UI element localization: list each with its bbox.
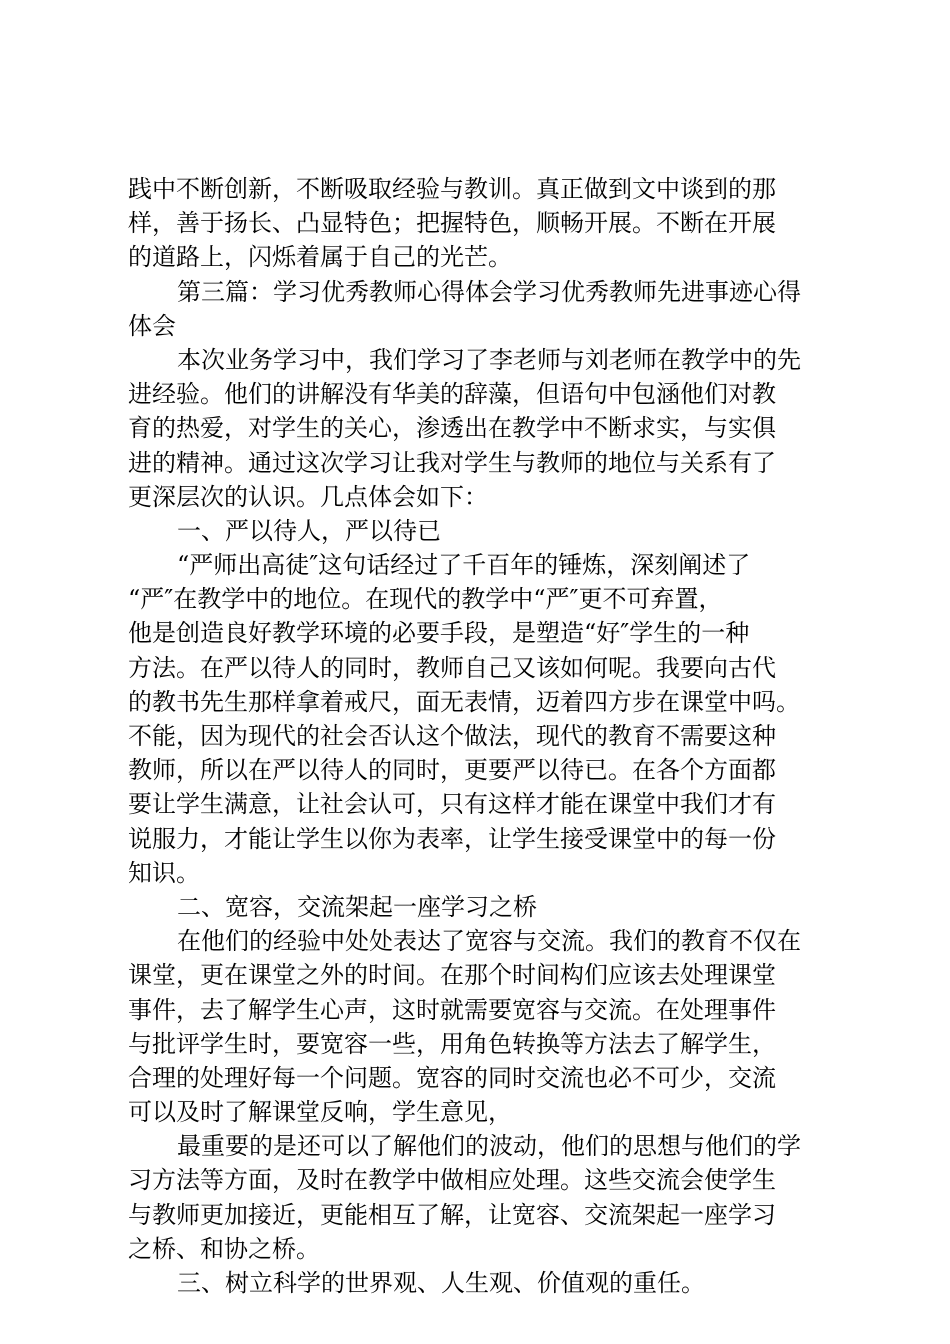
text-line: 进的精神。通过这次学习让我对学生与教师的地位与关系有了 (128, 448, 776, 477)
text-line: 他是创造良好教学环境的必要手段，是塑造“好″学生的一种 (128, 619, 750, 648)
text-line: 课堂，更在课堂之外的时间。在那个时间构们应该去处理课堂 (128, 961, 776, 990)
text-line: 的教书先生那样拿着戒尺，面无表情，迈着四方步在课堂中吗。 (128, 687, 800, 716)
text-line: 与教师更加接近，更能相互了解，让宽容、交流架起一座学习 (128, 1200, 776, 1229)
paragraph-start: 本次业务学习中，我们学习了李老师与刘老师在教学中的先 (177, 345, 801, 374)
text-line: 要让学生满意，让社会认可，只有这样才能在课堂中我们才有 (128, 790, 776, 819)
subheading: 二、宽容，交流架起一座学习之桥 (177, 892, 537, 921)
text-line: 的道路上，闪烁着属于自己的光芒。 (128, 243, 512, 272)
text-line: 践中不断创新，不断吸取经验与教训。真正做到文中谈到的那 (128, 175, 776, 203)
text-line: 育的热爱，对学生的关心，渗透出在教学中不断求实，与实俱 (128, 414, 776, 443)
paragraph-start: “严师出高徒″这句话经过了千百年的锤炼，深刻阐述了 (177, 551, 751, 580)
text-line: 方法。在严以待人的同时，教师自己又该如何呢。我要向古代 (128, 653, 776, 682)
text-line: 合理的处理好每一个问题。宽容的同时交流也必不可少，交流 (128, 1063, 776, 1092)
text-line: 之桥、和协之桥。 (128, 1234, 320, 1263)
document-body (128, 172, 840, 1300)
text-line: 知识。 (128, 858, 200, 887)
paragraph-start: 在他们的经验中处处表达了宽容与交流。我们的教育不仅在 (177, 927, 801, 956)
section-heading: 第三篇：学习优秀教师心得体会学习优秀教师先进事迹心得 (177, 277, 801, 306)
section-heading-continued: 体会 (128, 311, 176, 340)
subheading: 三、树立科学的世界观、人生观、价值观的重任。 (177, 1269, 705, 1297)
text-line: 教师，所以在严以待人的同时，更要严以待已。在各个方面都 (128, 756, 776, 785)
text-line: “严″在教学中的地位。在现代的教学中“严″更不可弃置， (128, 585, 723, 614)
subheading: 一、严以待人，严以待已 (177, 516, 441, 545)
text-line: 更深层次的认识。几点体会如下： (128, 482, 488, 511)
text-line: 样，善于扬长、凸显特色；把握特色，顺畅开展。不断在开展 (128, 209, 776, 238)
text-line: 习方法等方面，及时在教学中做相应处理。这些交流会使学生 (128, 1166, 776, 1195)
text-line: 不能，因为现代的社会否认这个做法，现代的教育不需要这种 (128, 722, 776, 750)
text-line: 可以及时了解课堂反响，学生意见， (128, 1098, 512, 1127)
text-line: 说服力，才能让学生以你为表率，让学生接受课堂中的每一份 (128, 824, 776, 853)
text-line: 事件，去了解学生心声，这时就需要宽容与交流。在处理事件 (128, 995, 776, 1024)
text-line: 进经验。他们的讲解没有华美的辞藻，但语句中包涵他们对教 (128, 380, 776, 409)
paragraph-start: 最重要的是还可以了解他们的波动，他们的思想与他们的学 (177, 1132, 801, 1161)
text-line: 与批评学生时，要宽容一些，用角色转换等方法去了解学生， (128, 1029, 776, 1058)
